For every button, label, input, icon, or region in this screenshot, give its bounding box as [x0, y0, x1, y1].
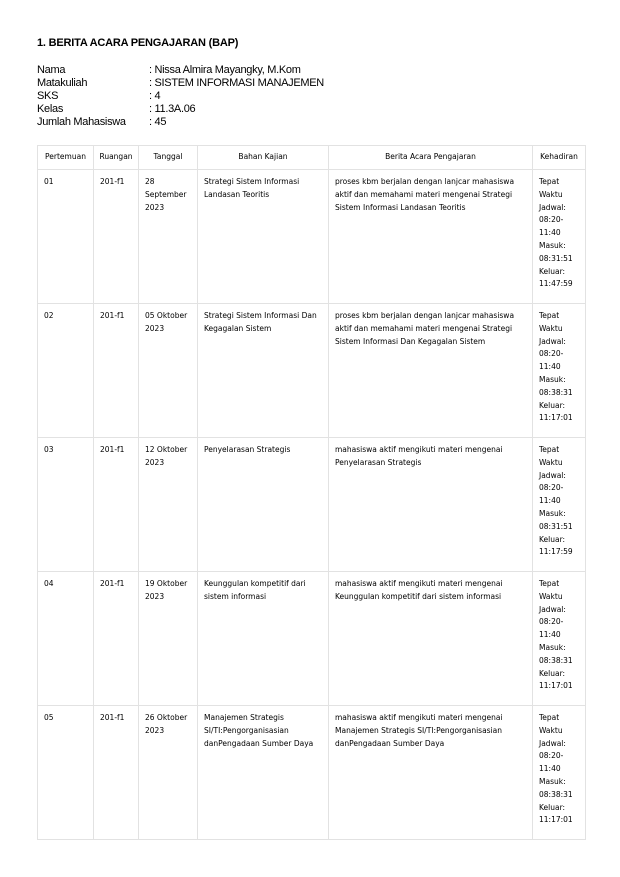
cell-berita-acara: mahasiswa aktif mengikuti materi mengenai Penyelarasan Strategis: [329, 438, 533, 572]
kehadiran-line: 08:20-: [539, 215, 564, 225]
kehadiran-line: Jadwal:: [539, 738, 566, 748]
info-value: : Nissa Almira Mayangky, M.Kom: [149, 64, 301, 76]
kehadiran-line: 08:38:31: [539, 387, 573, 397]
cell-ruangan: 201-f1: [94, 304, 139, 438]
kehadiran-line: 08:20-: [539, 751, 564, 761]
cell-pertemuan: 05: [38, 706, 94, 840]
kehadiran-line: 11:47:59: [539, 279, 573, 289]
cell-pertemuan: 04: [38, 572, 94, 706]
kehadiran-line: Masuk:: [539, 374, 566, 384]
cell-pertemuan: 03: [38, 438, 94, 572]
cell-tanggal: 05 Oktober 2023: [139, 304, 198, 438]
kehadiran-line: 11:17:59: [539, 547, 573, 557]
kehadiran-line: 08:31:51: [539, 253, 573, 263]
cell-bahan-kajian: Strategi Sistem Informasi Landasan Teoritis: [198, 170, 329, 304]
info-label: Jumlah Mahasiswa: [37, 116, 126, 128]
column-header-ruangan: Ruangan: [94, 146, 139, 170]
cell-pertemuan: 02: [38, 304, 94, 438]
cell-bahan-kajian: Manajemen Strategis SI/TI:Pengorganisasian danPengadaan Sumber Daya: [198, 706, 329, 840]
kehadiran-line: Jadwal:: [539, 336, 566, 346]
kehadiran-line: Keluar:: [539, 266, 566, 276]
cell-berita-acara: proses kbm berjalan dengan lanjcar mahasiswa aktif dan memahami materi mengenai Strategi Sistem Informasi Dan Kegagalan Sistem: [329, 304, 533, 438]
cell-bahan-kajian: Keunggulan kompetitif dari sistem informasi: [198, 572, 329, 706]
table-row: [38, 304, 586, 438]
info-row-matakuliah: [37, 77, 324, 90]
column-header-tanggal: Tanggal: [139, 146, 198, 170]
kehadiran-line: Tepat: [539, 713, 560, 722]
kehadiran-line: 11:40: [539, 630, 561, 640]
kehadiran-line: 11:17:01: [539, 815, 573, 825]
table-row: [38, 572, 586, 706]
cell-bahan-kajian: Strategi Sistem Informasi Dan Kegagalan Sistem: [198, 304, 329, 438]
table-row: [38, 170, 586, 304]
course-info: [37, 64, 324, 129]
info-value: : 11.3A.06: [149, 103, 196, 115]
kehadiran-line: 11:40: [539, 764, 561, 774]
kehadiran-line: 08:31:51: [539, 521, 573, 531]
cell-tanggal: 12 Oktober 2023: [139, 438, 198, 572]
kehadiran-line: Keluar:: [539, 534, 566, 544]
cell-berita-acara: proses kbm berjalan dengan lanjcar mahasiswa aktif dan memahami materi mengenai Strategi Sistem Informasi Landasan Teoritis: [329, 170, 533, 304]
table-row: [38, 438, 586, 572]
kehadiran-line: 11:17:01: [539, 681, 573, 691]
kehadiran-line: Jadwal:: [539, 202, 566, 212]
info-row-kelas: [37, 103, 324, 116]
cell-ruangan: 201-f1: [94, 170, 139, 304]
kehadiran-line: Waktu: [539, 323, 563, 333]
cell-berita-acara: mahasiswa aktif mengikuti materi mengenai Manajemen Strategis SI/TI:Pengorganisasian danPengadaan Sumber Daya: [329, 706, 533, 840]
kehadiran-line: Masuk:: [539, 240, 566, 250]
kehadiran-line: 11:40: [539, 362, 561, 372]
kehadiran-line: 08:38:31: [539, 655, 573, 665]
cell-tanggal: 19 Oktober 2023: [139, 572, 198, 706]
kehadiran-line: Tepat: [539, 177, 560, 186]
cell-ruangan: 201-f1: [94, 572, 139, 706]
kehadiran-line: Jadwal:: [539, 470, 566, 480]
kehadiran-line: Masuk:: [539, 776, 566, 786]
table-row: [38, 706, 586, 840]
kehadiran-line: Waktu: [539, 591, 563, 601]
column-header-berita-acara: Berita Acara Pengajaran: [329, 146, 533, 170]
kehadiran-line: 08:38:31: [539, 789, 573, 799]
info-row-sks: [37, 90, 324, 103]
column-header-kehadiran: Kehadiran: [533, 146, 586, 170]
info-row-jumlah-mahasiswa: [37, 116, 324, 129]
cell-kehadiran: [533, 706, 586, 840]
cell-tanggal: 28 September 2023: [139, 170, 198, 304]
kehadiran-line: Tepat: [539, 445, 560, 454]
document-title: 1. BERITA ACARA PENGAJARAN (BAP): [37, 37, 239, 49]
cell-kehadiran: [533, 170, 586, 304]
kehadiran-line: 11:40: [539, 496, 561, 506]
info-value: : 45: [149, 116, 167, 128]
table-header-row: [38, 146, 586, 170]
kehadiran-line: 08:20-: [539, 483, 564, 493]
kehadiran-line: Tepat: [539, 579, 560, 588]
info-label: SKS: [37, 90, 59, 102]
kehadiran-line: Keluar:: [539, 802, 566, 812]
cell-ruangan: 201-f1: [94, 438, 139, 572]
kehadiran-line: Keluar:: [539, 668, 566, 678]
kehadiran-line: Masuk:: [539, 508, 566, 518]
kehadiran-line: Waktu: [539, 189, 563, 199]
cell-kehadiran: [533, 438, 586, 572]
info-label: Matakuliah: [37, 77, 88, 89]
column-header-bahan-kajian: Bahan Kajian: [198, 146, 329, 170]
column-header-pertemuan: Pertemuan: [38, 146, 94, 170]
info-label: Kelas: [37, 103, 64, 115]
kehadiran-line: 11:40: [539, 228, 561, 238]
kehadiran-line: Jadwal:: [539, 604, 566, 614]
cell-tanggal: 26 Oktober 2023: [139, 706, 198, 840]
cell-kehadiran: [533, 572, 586, 706]
cell-berita-acara: mahasiswa aktif mengikuti materi mengenai Keunggulan kompetitif dari sistem informasi: [329, 572, 533, 706]
bap-table: [37, 145, 586, 840]
cell-bahan-kajian: Penyelarasan Strategis: [198, 438, 329, 572]
kehadiran-line: Waktu: [539, 725, 563, 735]
info-row-nama: [37, 64, 324, 77]
cell-ruangan: 201-f1: [94, 706, 139, 840]
kehadiran-line: Keluar:: [539, 400, 566, 410]
kehadiran-line: 11:17:01: [539, 413, 573, 423]
cell-kehadiran: [533, 304, 586, 438]
kehadiran-line: 08:20-: [539, 617, 564, 627]
cell-pertemuan: 01: [38, 170, 94, 304]
kehadiran-line: Masuk:: [539, 642, 566, 652]
kehadiran-line: 08:20-: [539, 349, 564, 359]
kehadiran-line: Tepat: [539, 311, 560, 320]
info-value: : 4: [149, 90, 161, 102]
kehadiran-line: Waktu: [539, 457, 563, 467]
info-label: Nama: [37, 64, 66, 76]
info-value: : SISTEM INFORMASI MANAJEMEN: [149, 77, 324, 89]
